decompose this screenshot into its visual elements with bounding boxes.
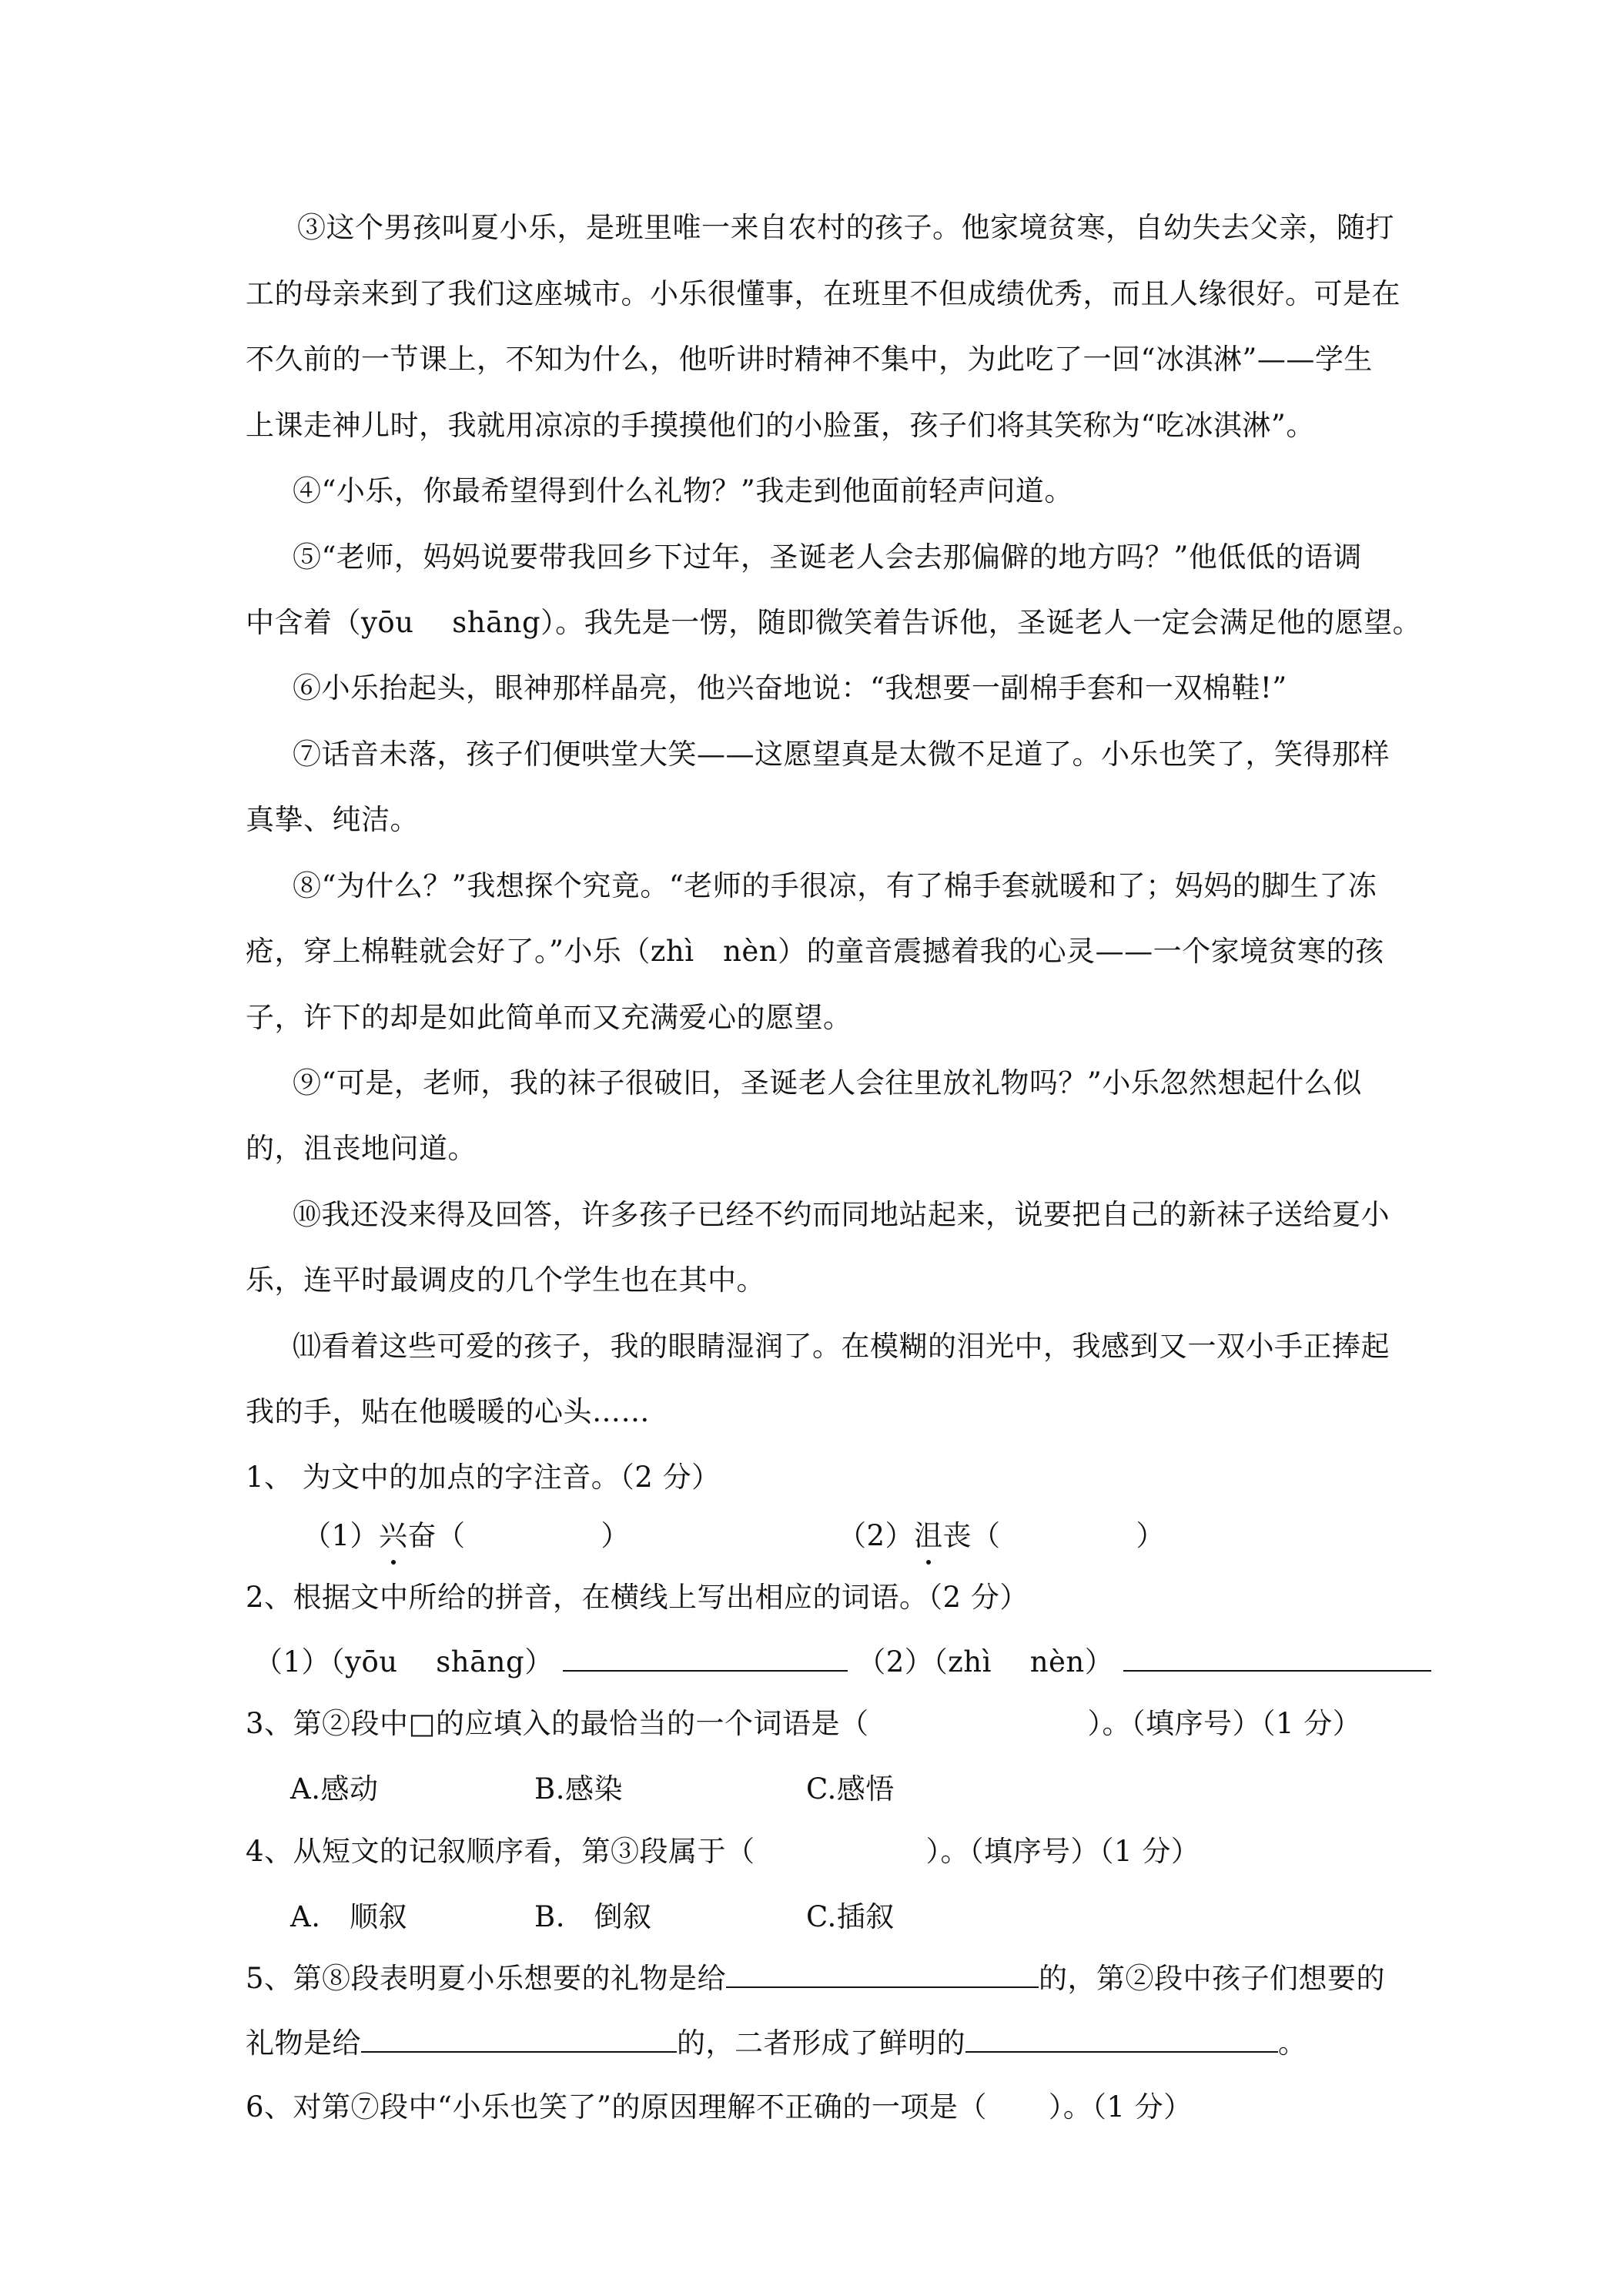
q5-answer-blank-2[interactable] (361, 2025, 677, 2053)
passage-p11-line2: 我的手，贴在他暖暖的心头…… (246, 1395, 650, 1428)
q1-item2-emphasis-char: 沮 (914, 1517, 943, 1555)
q6-stem-end: ）。（1 分） (1048, 2090, 1193, 2124)
q5-part3: 礼物是给 (246, 2027, 361, 2060)
passage-p9-line1: ⑨“可是，老师，我的袜子很破旧，圣诞老人会往里放礼物吗？”小乐忽然想起什么似 (293, 1066, 1362, 1099)
passage-p9-line2: 的，沮丧地问道。 (246, 1132, 477, 1165)
q6-stem-start: 6、对第⑦段中“小乐也笑了”的原因理解不正确的一项是（ (246, 2090, 987, 2124)
q1-item2-close: ） (1136, 1519, 1166, 1552)
q3-stem-end: ）。（填序号）（1 分） (1087, 1707, 1362, 1740)
question-3-option-c: C.感悟 (806, 1772, 895, 1806)
question-1-stem: 1、 为文中的加点的字注音。（2 分） (246, 1461, 721, 1494)
q1-item1-prefix: （1） (303, 1519, 380, 1552)
question-3-option-a: A.感动 (290, 1772, 379, 1806)
question-2-answers (254, 1643, 1431, 1682)
question-3-option-b: B.感染 (534, 1772, 623, 1806)
passage-p10-line1: ⑩我还没来得及回答，许多孩子已经不约而同地站起来，说要把自己的新袜子送给夏小 (293, 1198, 1390, 1231)
passage-p7-line2: 真挚、纯洁。 (246, 803, 419, 836)
q2-answer-blank-2[interactable] (1123, 1644, 1431, 1672)
passage-p5-line2: 中含着（yōu shāng）。我先是一愣，随即微笑着告诉他，圣诞老人一定会满足他的愿望。 (246, 606, 1422, 639)
q5-answer-blank-1[interactable] (726, 1960, 1039, 1988)
q5-part1: 5、第⑧段表明夏小乐想要的礼物是给 (246, 1962, 727, 1995)
q5-answer-blank-3[interactable] (965, 2025, 1278, 2053)
question-3-stem (246, 1705, 1361, 1743)
passage-p8-line1: ⑧“为什么？”我想探个究竟。“老师的手很凉，有了棉手套就暖和了；妈妈的脚生了冻 (293, 869, 1377, 902)
question-2-stem: 2、根据文中所给的拼音，在横线上写出相应的词语。（2 分） (246, 1581, 1029, 1614)
q4-stem-start: 4、从短文的记叙顺序看，第③段属于（ (246, 1835, 755, 1868)
q1-item2-rest: 丧（ (942, 1519, 1001, 1552)
question-1-item-2 (838, 1517, 1165, 1555)
question-5-line1 (246, 1960, 1385, 1998)
q1-item1-close: ） (601, 1519, 631, 1552)
passage-p3-line1: ③这个男孩叫夏小乐，是班里唯一来自农村的孩子。他家境贫寒，自幼失去父亲，随打 (297, 211, 1394, 244)
passage-p5-line1: ⑤“老师，妈妈说要带我回乡下过年，圣诞老人会去那偏僻的地方吗？”他低低的语调 (293, 541, 1362, 574)
question-1-item-1 (303, 1517, 630, 1555)
passage-p3-line2: 工的母亲来到了我们这座城市。小乐很懂事，在班里不但成绩优秀，而且人缘很好。可是在 (246, 277, 1400, 310)
passage-p11-line1: ⑾看着这些可爱的孩子，我的眼睛湿润了。在模糊的泪光中，我感到又一双小手正捧起 (293, 1330, 1390, 1363)
q5-part2: 的，第②段中孩子们想要的 (1039, 1962, 1386, 1995)
q1-item2-prefix: （2） (838, 1519, 915, 1552)
question-4-option-a: A. 顺叙 (290, 1900, 407, 1933)
passage-p4-line1: ④“小乐，你最希望得到什么礼物？”我走到他面前轻声问道。 (293, 474, 1073, 507)
question-4-option-b: B. 倒叙 (534, 1900, 652, 1933)
q3-stem-start: 3、第②段中□的应填入的最恰当的一个词语是（ (246, 1707, 869, 1740)
q5-part4: 的，二者形成了鲜明的 (677, 2027, 965, 2060)
question-6-stem (246, 2088, 1193, 2127)
question-4-stem (246, 1832, 1200, 1871)
q2-answer-blank-1[interactable] (563, 1644, 848, 1672)
q1-item1-rest: 奋（ (407, 1519, 466, 1552)
passage-p7-line1: ⑦话音未落，孩子们便哄堂大笑——这愿望真是太微不足道了。小乐也笑了，笑得那样 (293, 738, 1390, 771)
passage-p3-line3: 不久前的一节课上，不知为什么，他听讲时精神不集中，为此吃了一回“冰淇淋”——学生 (246, 343, 1373, 376)
question-4-option-c: C.插叙 (806, 1900, 895, 1933)
passage-p8-line3: 子，许下的却是如此简单而又充满爱心的愿望。 (246, 1001, 852, 1034)
passage-p10-line2: 乐，连平时最调皮的几个学生也在其中。 (246, 1263, 765, 1297)
passage-p8-line2: 疮，穿上棉鞋就会好了。”小乐（zhì nèn）的童音震撼着我的心灵——一个家境贫寒的孩 (246, 935, 1384, 968)
q4-stem-end: ）。（填序号）（1 分） (925, 1835, 1200, 1868)
question-5-line2 (246, 2024, 1307, 2063)
q5-part5: 。 (1278, 2027, 1307, 2060)
q2-item1-label: （1）（yōu shāng） (254, 1645, 554, 1678)
q2-item2-label: （2）（zhì nèn） (857, 1645, 1114, 1678)
q1-item1-emphasis-char: 兴 (379, 1517, 408, 1555)
passage-p3-line4: 上课走神儿时，我就用凉凉的手摸摸他们的小脸蛋，孩子们将其笑称为“吃冰淇淋”。 (246, 409, 1315, 442)
passage-p6-line1: ⑥小乐抬起头，眼神那样晶亮，他兴奋地说：“我想要一副棉手套和一双棉鞋!” (293, 671, 1287, 705)
